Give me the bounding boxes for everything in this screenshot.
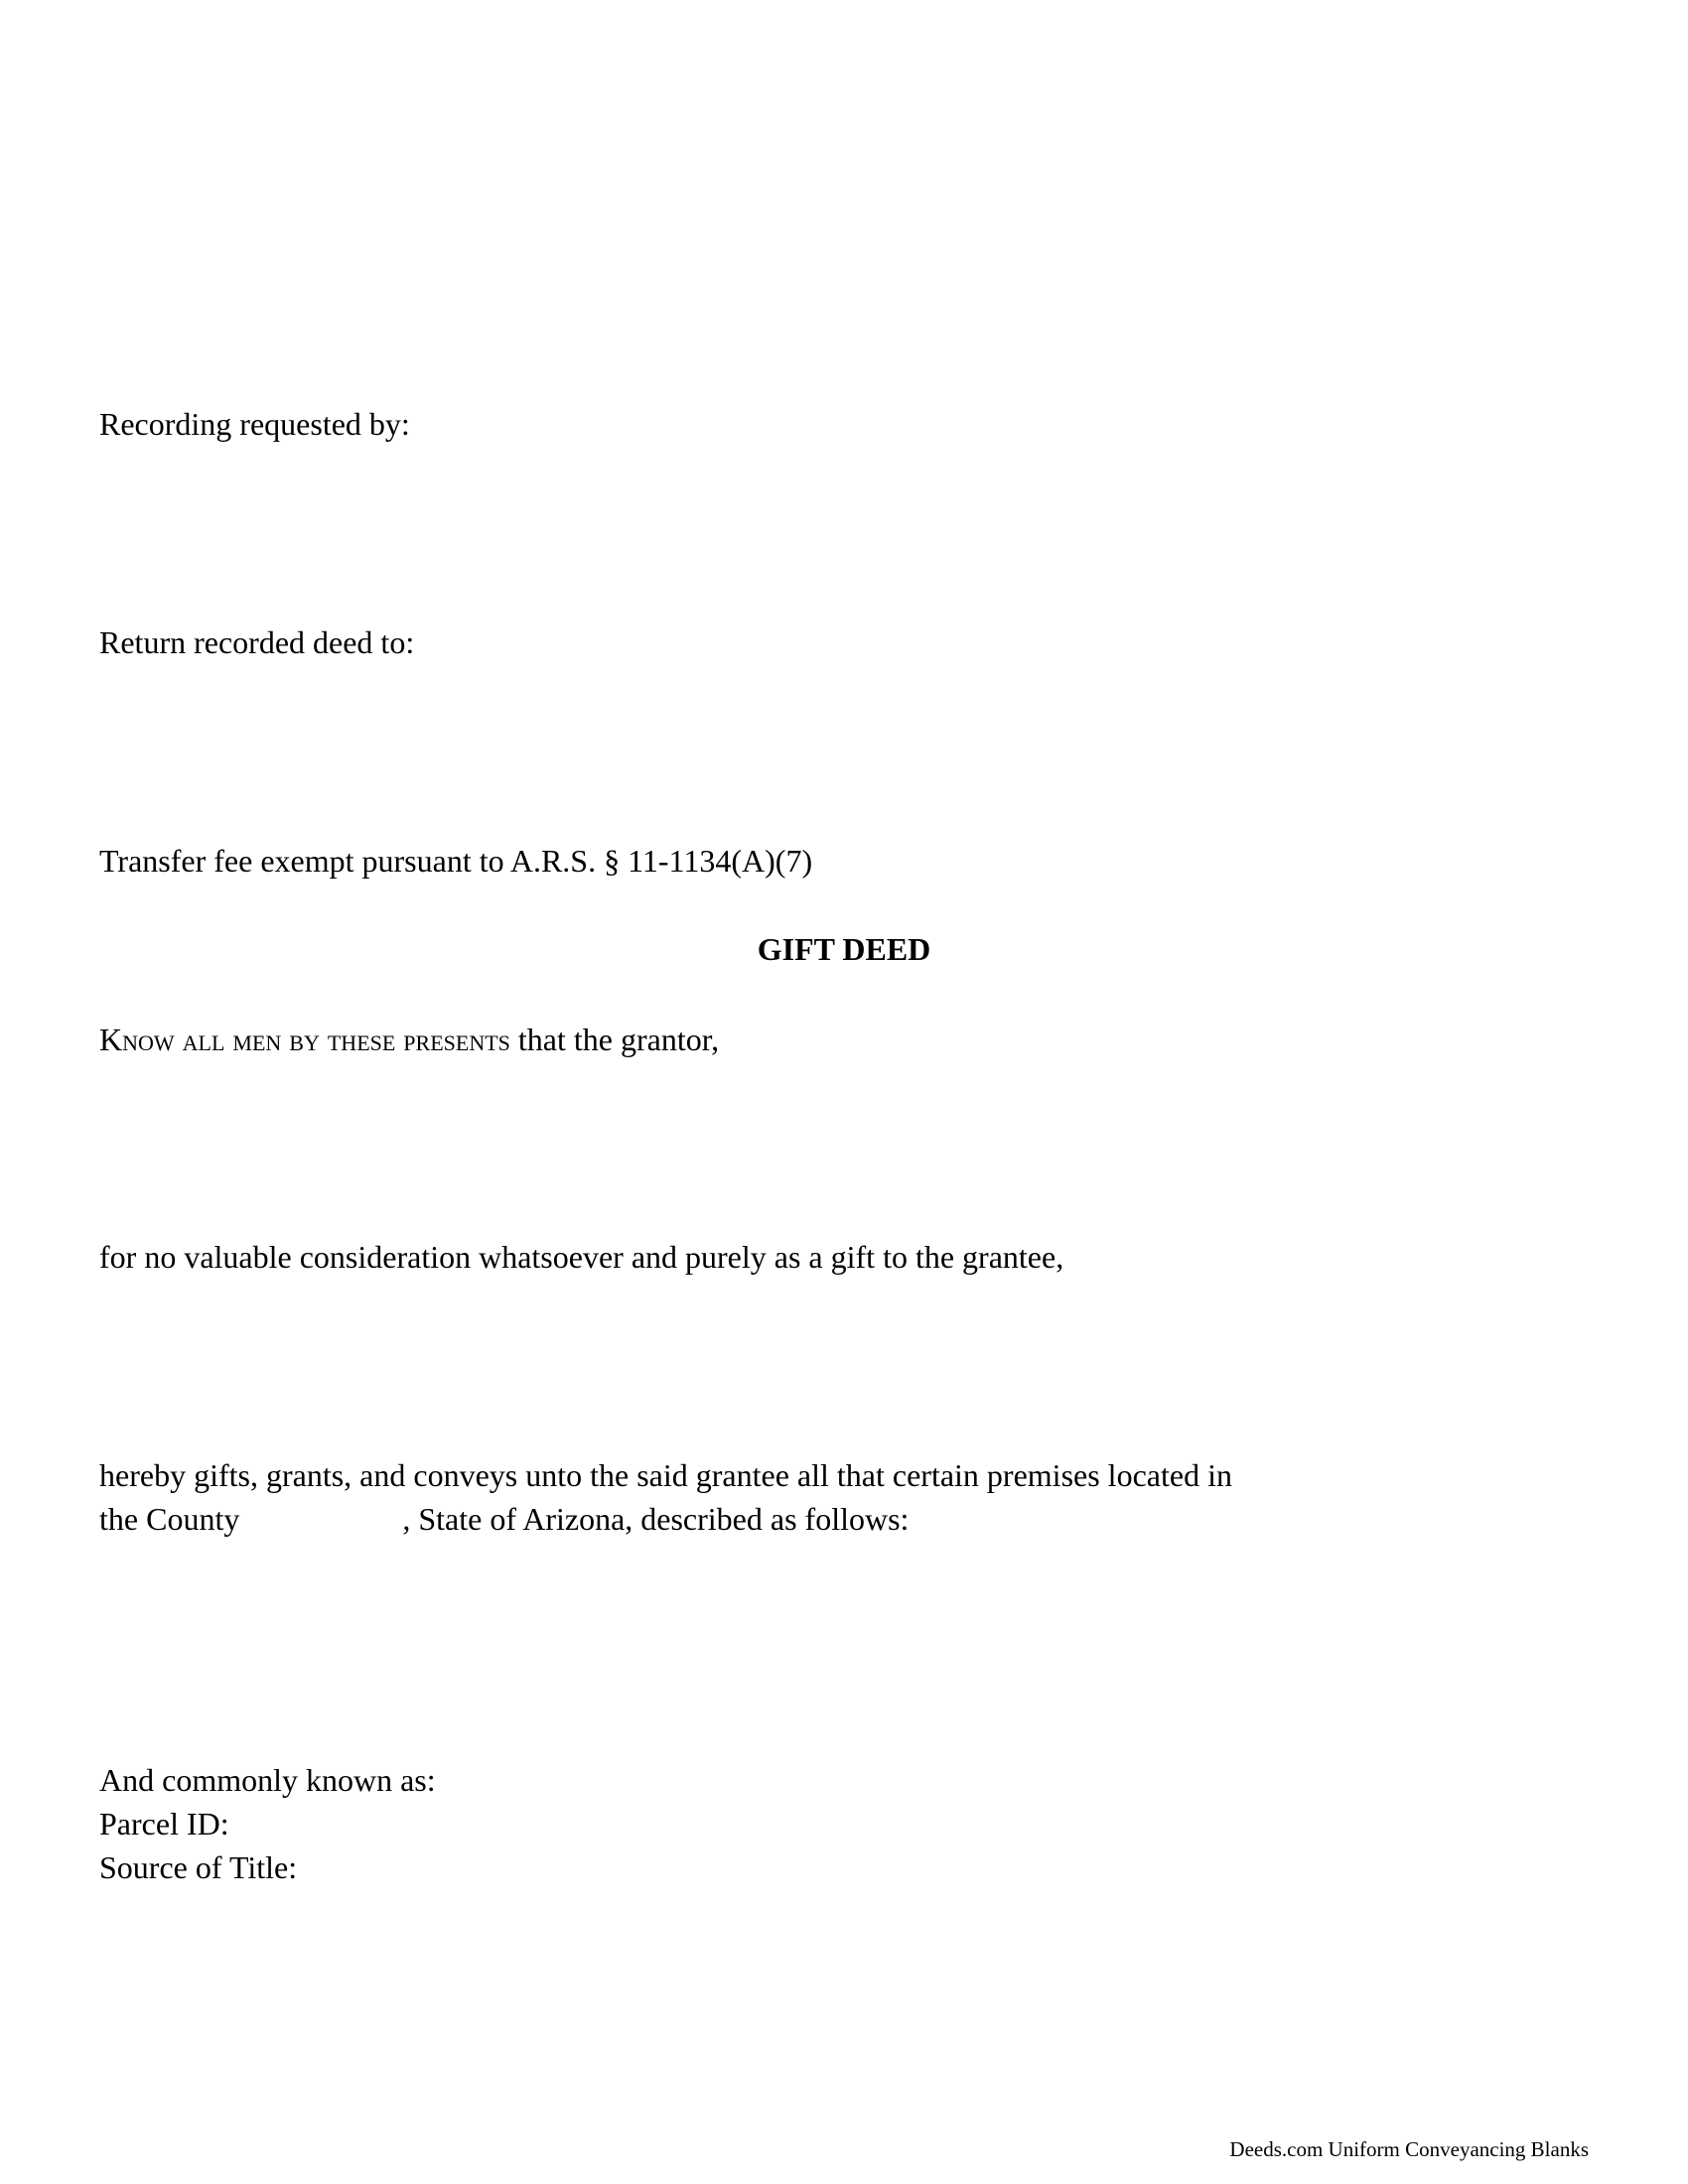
county-label: the County	[99, 1501, 240, 1537]
commonly-known-as-label: And commonly known as:	[99, 1762, 436, 1798]
that-the-grantor-text: that the grantor,	[509, 1022, 720, 1057]
state-of-arizona-text: , State of Arizona, described as follows:	[402, 1501, 910, 1537]
know-all-men-phrase: Know all men by these presents	[99, 1022, 510, 1057]
recording-requested-by-label: Recording requested by:	[99, 406, 410, 442]
parcel-id-label: Parcel ID:	[99, 1806, 229, 1842]
conveyance-clause-line-2	[99, 1497, 909, 1541]
grantor-clause	[99, 1018, 719, 1061]
return-recorded-deed-to-label: Return recorded deed to:	[99, 624, 415, 660]
consideration-clause: for no valuable consideration whatsoever and purely as a gift to the grantee,	[99, 1239, 1064, 1275]
transfer-fee-exempt-statement: Transfer fee exempt pursuant to A.R.S. § 11-1134(A)(7)	[99, 843, 813, 879]
footer-text: Deeds.com Uniform Conveyancing Blanks	[1229, 2137, 1589, 2161]
conveyance-clause-line-1: hereby gifts, grants, and conveys unto the said grantee all that certain premises located in	[99, 1457, 1232, 1493]
source-of-title-label: Source of Title:	[99, 1849, 298, 1885]
document-title: GIFT DEED	[757, 931, 931, 967]
